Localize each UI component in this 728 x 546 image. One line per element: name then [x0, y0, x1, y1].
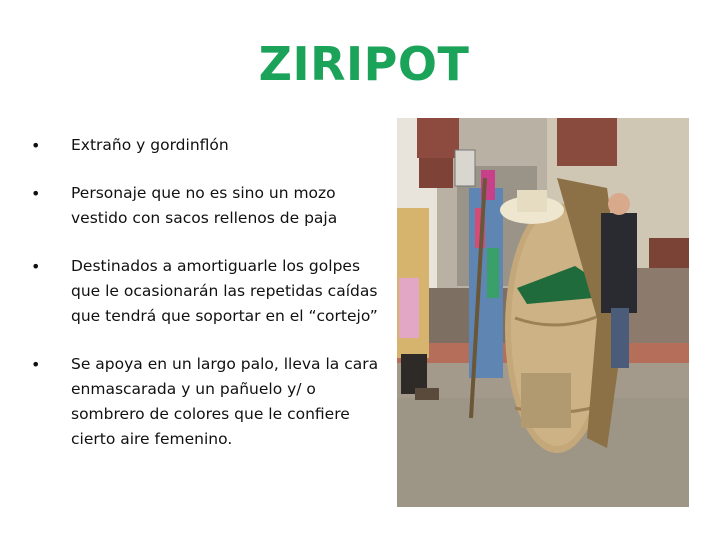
bullet-dot-icon: •: [31, 184, 41, 203]
bullet-item: [30, 133, 380, 158]
bullet-dot-icon: •: [31, 136, 41, 155]
bullet-list: [30, 133, 380, 475]
ziripot-photo: [397, 118, 689, 507]
slide-title: ZIRIPOT: [258, 37, 470, 91]
bullet-item: [30, 181, 380, 231]
bullet-text: Destinados a amortiguarle los golpes que le ocasionarán las repetidas caídas que tendrá que soportar en el “cortejo”: [71, 257, 378, 325]
bullet-text: Personaje que no es sino un mozo vestido con sacos rellenos de paja: [71, 184, 338, 227]
bullet-text: Extraño y gordinflón: [71, 136, 229, 154]
bullet-text: Se apoya en un largo palo, lleva la cara enmascarada y un pañuelo y/ o sombrero de colores que le confiere cierto aire femenino.: [71, 355, 379, 448]
bullet-item: [30, 352, 380, 452]
bullet-dot-icon: •: [31, 355, 41, 374]
bullet-item: [30, 254, 380, 329]
bullet-dot-icon: •: [31, 257, 41, 276]
